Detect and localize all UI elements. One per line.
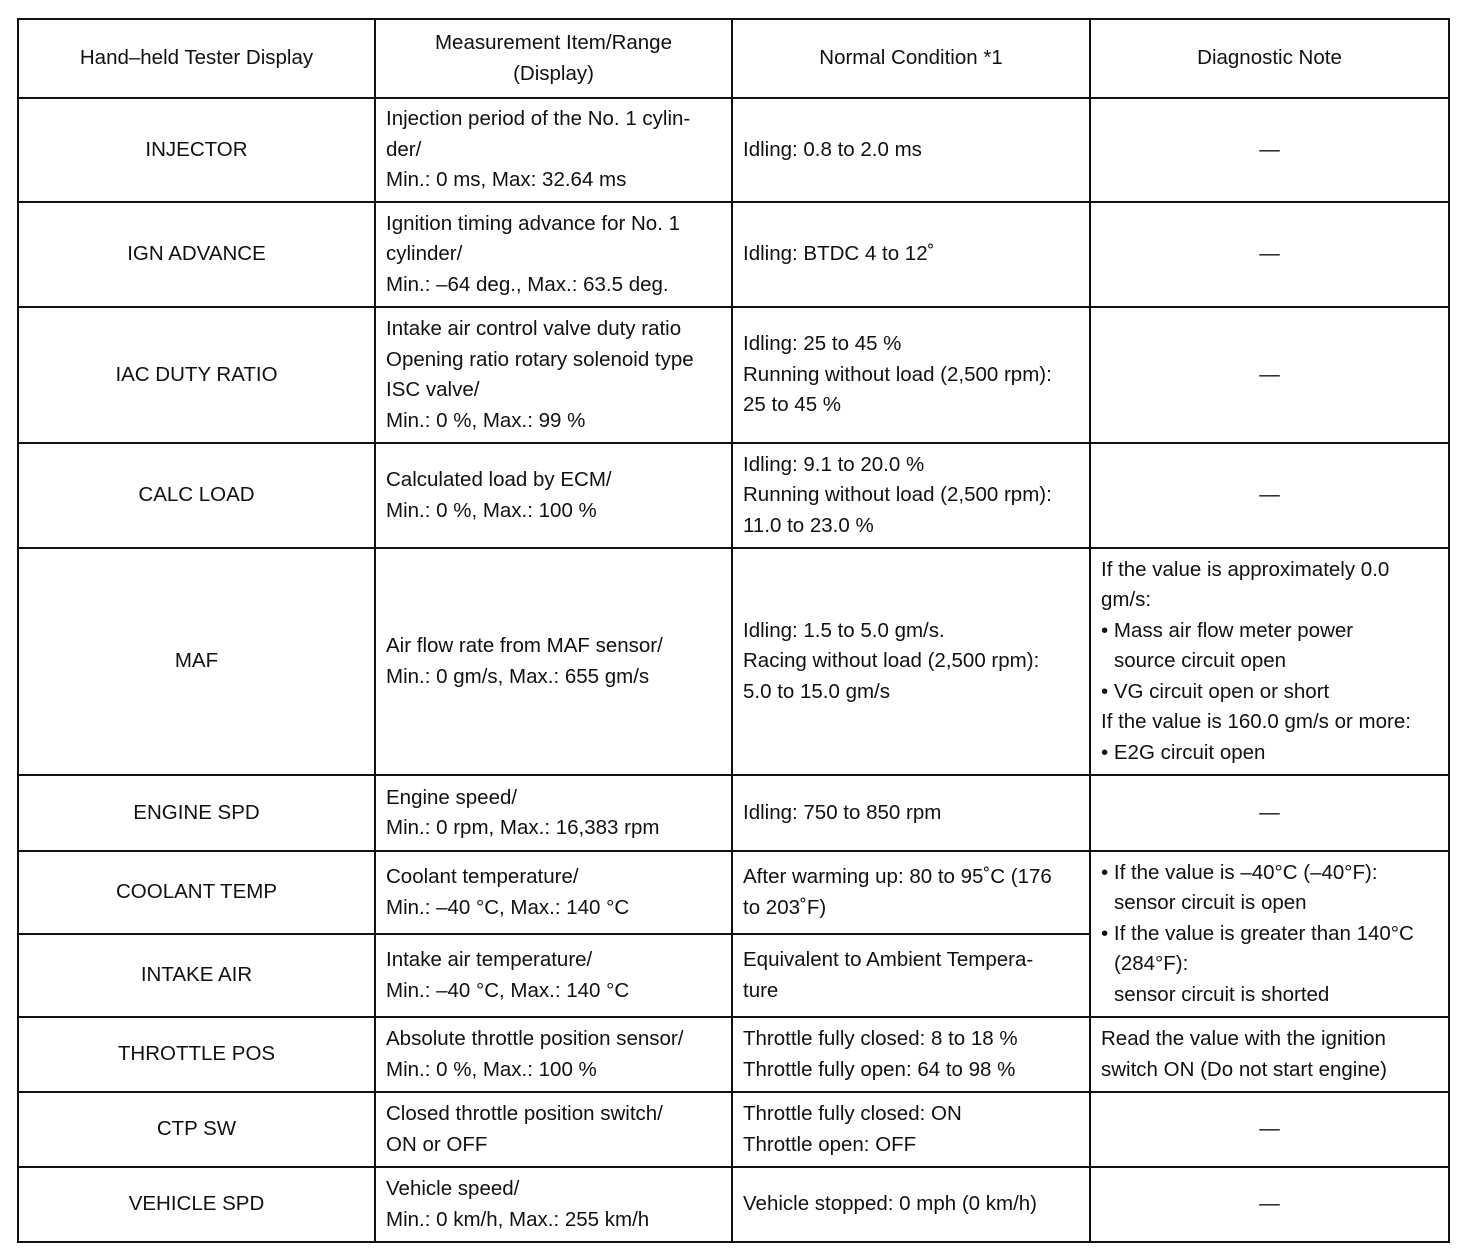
- condition-cell: Idling: 9.1 to 20.0 % Running without load (2,500 rpm): 11.0 to 23.0 %: [732, 443, 1090, 548]
- header-tester-display: Hand–held Tester Display: [18, 19, 375, 98]
- diagnostic-note-cell: —: [1090, 775, 1449, 851]
- table-row: [18, 851, 1449, 934]
- measurement-cell: Intake air temperature/ Min.: –40 °C, Max.: 140 °C: [375, 934, 732, 1017]
- diagnostic-note-cell: —: [1090, 1167, 1449, 1242]
- table-row: [18, 202, 1449, 307]
- measurement-cell: Absolute throttle position sensor/ Min.: 0 %, Max.: 100 %: [375, 1017, 732, 1092]
- header-row: [18, 19, 1449, 98]
- tester-display-cell: INJECTOR: [18, 98, 375, 202]
- measurement-cell: Coolant temperature/ Min.: –40 °C, Max.: 140 °C: [375, 851, 732, 934]
- measurement-cell: Injection period of the No. 1 cylin- der/ Min.: 0 ms, Max: 32.64 ms: [375, 98, 732, 202]
- condition-cell: Idling: 0.8 to 2.0 ms: [732, 98, 1090, 202]
- condition-cell: Idling: 25 to 45 % Running without load (2,500 rpm): 25 to 45 %: [732, 307, 1090, 443]
- table-row: [18, 98, 1449, 202]
- measurement-cell: Calculated load by ECM/ Min.: 0 %, Max.: 100 %: [375, 443, 732, 548]
- table-row: [18, 1092, 1449, 1167]
- diagnostic-note-cell: —: [1090, 202, 1449, 307]
- tester-display-cell: ENGINE SPD: [18, 775, 375, 851]
- condition-cell: Idling: 1.5 to 5.0 gm/s. Racing without load (2,500 rpm): 5.0 to 15.0 gm/s: [732, 548, 1090, 775]
- measurement-cell: Intake air control valve duty ratio Opening ratio rotary solenoid type ISC valve/ Min.: 0 %, Max.: 99 %: [375, 307, 732, 443]
- tester-display-cell: CALC LOAD: [18, 443, 375, 548]
- measurement-cell: Air flow rate from MAF sensor/ Min.: 0 gm/s, Max.: 655 gm/s: [375, 548, 732, 775]
- table-row: [18, 1017, 1449, 1092]
- tester-display-cell: MAF: [18, 548, 375, 775]
- condition-cell: Idling: 750 to 850 rpm: [732, 775, 1090, 851]
- table-row: [18, 548, 1449, 775]
- tester-display-cell: INTAKE AIR: [18, 934, 375, 1017]
- tester-display-cell: IAC DUTY RATIO: [18, 307, 375, 443]
- condition-cell: Throttle fully closed: 8 to 18 % Throttle fully open: 64 to 98 %: [732, 1017, 1090, 1092]
- header-measurement-item: Measurement Item/Range (Display): [375, 19, 732, 98]
- diagnostic-note-cell: • If the value is –40°C (–40°F): sensor circuit is open • If the value is greater than 140°C (284°F): sensor circuit is shorted: [1090, 851, 1449, 1017]
- tester-display-cell: IGN ADVANCE: [18, 202, 375, 307]
- diagnostic-note-cell: —: [1090, 1092, 1449, 1167]
- condition-cell: Throttle fully closed: ON Throttle open: OFF: [732, 1092, 1090, 1167]
- condition-cell: Idling: BTDC 4 to 12˚: [732, 202, 1090, 307]
- diagnostic-note-cell: —: [1090, 443, 1449, 548]
- condition-cell: Equivalent to Ambient Tempera- ture: [732, 934, 1090, 1017]
- diagnostic-note-cell: Read the value with the ignition switch ON (Do not start engine): [1090, 1017, 1449, 1092]
- measurement-cell: Vehicle speed/ Min.: 0 km/h, Max.: 255 km/h: [375, 1167, 732, 1242]
- tester-display-cell: CTP SW: [18, 1092, 375, 1167]
- diagnostic-data-table: [17, 18, 1450, 1243]
- condition-cell: After warming up: 80 to 95˚C (176 to 203˚F): [732, 851, 1090, 934]
- condition-cell: Vehicle stopped: 0 mph (0 km/h): [732, 1167, 1090, 1242]
- header-diagnostic-note: Diagnostic Note: [1090, 19, 1449, 98]
- diagnostic-note-cell: —: [1090, 307, 1449, 443]
- measurement-cell: Ignition timing advance for No. 1 cylinder/ Min.: –64 deg., Max.: 63.5 deg.: [375, 202, 732, 307]
- table-row: [18, 1167, 1449, 1242]
- table-row: [18, 307, 1449, 443]
- header-normal-condition: Normal Condition *1: [732, 19, 1090, 98]
- measurement-cell: Engine speed/ Min.: 0 rpm, Max.: 16,383 rpm: [375, 775, 732, 851]
- table-row: [18, 443, 1449, 548]
- tester-display-cell: VEHICLE SPD: [18, 1167, 375, 1242]
- table-row: [18, 775, 1449, 851]
- diagnostic-note-cell: —: [1090, 98, 1449, 202]
- diagnostic-note-cell: If the value is approximately 0.0 gm/s: • Mass air flow meter power source circuit open • VG circuit open or short If the value is 160.0 gm/s or more: • E2G circuit open: [1090, 548, 1449, 775]
- measurement-cell: Closed throttle position switch/ ON or OFF: [375, 1092, 732, 1167]
- tester-display-cell: COOLANT TEMP: [18, 851, 375, 934]
- tester-display-cell: THROTTLE POS: [18, 1017, 375, 1092]
